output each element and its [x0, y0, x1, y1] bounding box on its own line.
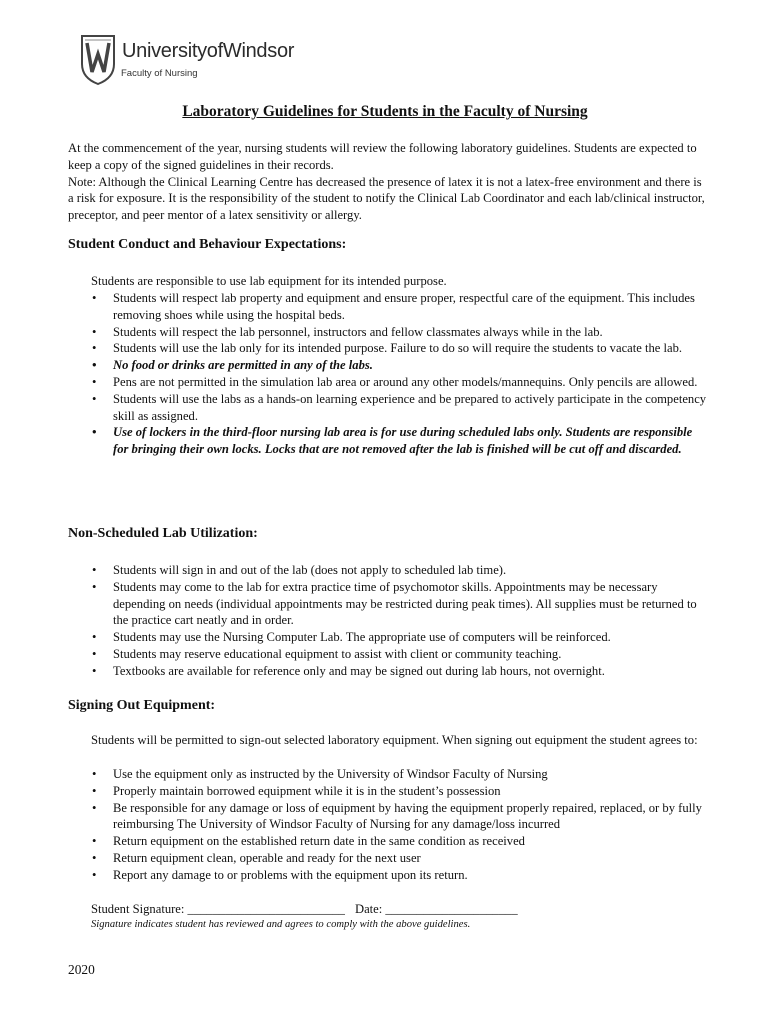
- non-scheduled-list: [91, 562, 709, 680]
- signature-note: Signature indicates student has reviewed and agrees to comply with the above guidelines.: [91, 919, 471, 930]
- list-item: • Be responsible for any damage or loss of equipment by having the equipment properly repaired, replaced, or by fully reimbursing The University of Windsor Faculty of Nursing for any damage/loss incurred: [91, 800, 709, 834]
- logo-name: University: [122, 40, 207, 62]
- section-heading-signing-out: Signing Out Equipment:: [68, 698, 216, 713]
- document-year: 2020: [68, 962, 95, 977]
- signing-out-list: [91, 766, 709, 884]
- list-item: • Pens are not permitted in the simulation lab area or around any other models/mannequins. Only pencils are allowed.: [91, 374, 709, 391]
- list-item: • Students will use the lab only for its intended purpose. Failure to do so will require the students to vacate the lab.: [91, 340, 709, 357]
- section-heading-non-scheduled: Non-Scheduled Lab Utilization:: [68, 526, 258, 541]
- section-intro-conduct: Students are responsible to use lab equipment for its intended purpose.: [91, 274, 447, 288]
- logo-name-2: Windsor: [222, 40, 295, 62]
- section-heading-conduct: Student Conduct and Behaviour Expectations:: [68, 237, 347, 252]
- list-item: • Students will respect the lab personnel, instructors and fellow classmates always while in the lab.: [91, 324, 709, 341]
- list-item: • Return equipment on the established return date in the same condition as received: [91, 833, 709, 850]
- section-intro-signing-out: Students will be permitted to sign-out selected laboratory equipment. When signing out equipment the student agrees to:: [91, 733, 698, 747]
- date-field[interactable]: Date: _____________________: [354, 902, 518, 916]
- list-item: • Students may use the Nursing Computer Lab. The appropriate use of computers will be reinforced.: [91, 629, 709, 646]
- list-item: • Students will sign in and out of the lab (does not apply to scheduled lab time).: [91, 562, 709, 579]
- document-title: Laboratory Guidelines for Students in the Faculty of Nursing: [182, 103, 588, 120]
- list-item: • Students will use the labs as a hands-on learning experience and be prepared to actively participate in the competency skill as assigned.: [91, 391, 709, 425]
- list-item: • Properly maintain borrowed equipment while it is in the student’s possession: [91, 783, 709, 800]
- intro-note: Note: Although the Clinical Learning Centre has decreased the presence of latex it is not a latex-free environment and there is a risk for exposure. It is the responsibility of the student to notify the Clinical Lab Coordinator and each lab/clinical instructor, preceptor, and peer mentor of a latex sensitivity or allergy.: [68, 174, 705, 223]
- list-item: • Students may come to the lab for extra practice time of psychomotor skills. Appointments may be necessary depending on needs (individual appointments may be restricted during peak times). All supplies must be returned to the practice cart neatly and in order.: [91, 579, 709, 629]
- list-item-emphasis: • Use of lockers in the third-floor nursing lab area is for use during scheduled labs only. Students are responsible for bringing their own locks. Locks that are not removed after the lab is finished will be cut off and discarded.: [91, 424, 709, 458]
- list-item: • Students will respect lab property and equipment and ensure proper, respectful care of the equipment. This includes removing shoes while using the hospital beds.: [91, 290, 709, 324]
- list-item: • Textbooks are available for reference only and may be signed out during lab hours, not overnight.: [91, 663, 709, 680]
- logo-wordmark: [122, 40, 294, 63]
- student-signature-field[interactable]: Student Signature: _________________________: [91, 902, 345, 916]
- list-item: • Students may reserve educational equipment to assist with client or community teaching.: [91, 646, 709, 663]
- conduct-list: [91, 290, 709, 458]
- signature-line: [91, 902, 518, 917]
- intro-paragraph: [68, 140, 708, 224]
- university-logo: [79, 34, 339, 86]
- list-item: • Return equipment clean, operable and ready for the next user: [91, 850, 709, 867]
- list-item: • Use the equipment only as instructed by the University of Windsor Faculty of Nursing: [91, 766, 709, 783]
- intro-line-1: At the commencement of the year, nursing students will review the following laboratory guidelines. Students are expected to keep a copy of the signed guidelines in their records.: [68, 141, 697, 172]
- logo-of: of: [206, 40, 223, 62]
- university-crest-icon: [79, 34, 117, 86]
- list-item-emphasis: • No food or drinks are permitted in any of the labs.: [91, 357, 709, 374]
- logo-subtitle: Faculty of Nursing: [121, 68, 198, 79]
- list-item: • Report any damage to or problems with the equipment upon its return.: [91, 867, 709, 884]
